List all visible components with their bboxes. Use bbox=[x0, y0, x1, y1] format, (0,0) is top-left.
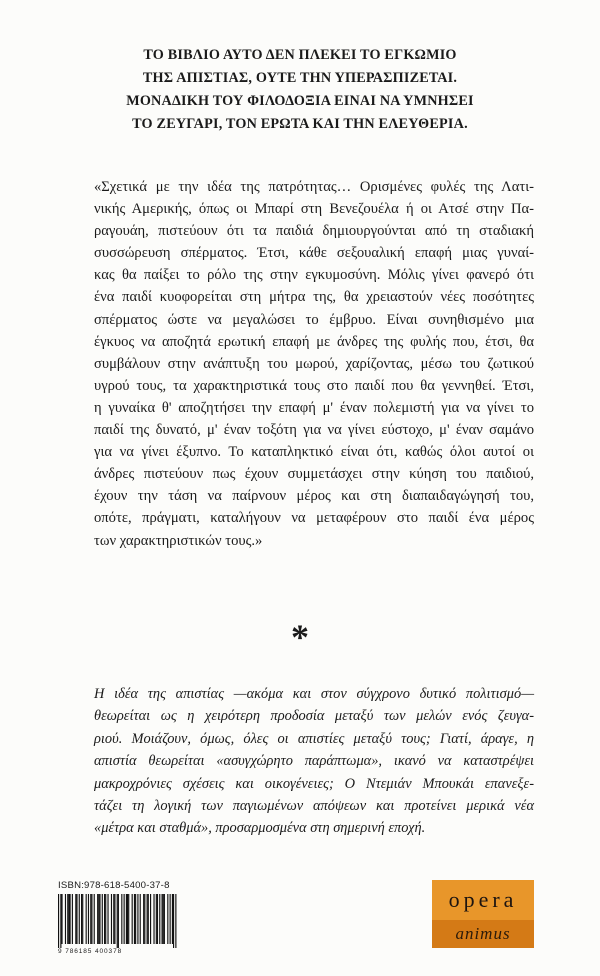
quote-line: συσσώρευση σπέρματος. Έτσι, κάθε σεξουαλική επαφή μιας γυναί- bbox=[94, 245, 534, 262]
quote-line: παιδί της δυνατό, μ' έναν τοξότη για να γίνει εύστοχο, μ' έναν σαμάνο bbox=[94, 422, 534, 439]
barcode-bar bbox=[150, 894, 151, 944]
barcode-bar bbox=[144, 894, 145, 944]
barcode-bar bbox=[114, 894, 115, 944]
barcode-bar bbox=[94, 894, 95, 944]
description-line: μακροχρόνιες σχέσεις και οικογένειες; Ο Ντεμιάν Μπουκάι επανεξε- bbox=[94, 775, 534, 792]
headline-line: ΜΟΝΑΔΙΚΗ ΤΟΥ ΦΙΛΟΔΟΞΙΑ ΕΙΝΑΙ ΝΑ ΥΜΝΗΣΕΙ bbox=[126, 93, 474, 109]
quote-line: άνδρες πιστεύουν πως έχουν συμμετάσχει στην κύηση του παιδιού, bbox=[94, 466, 534, 483]
description-line: απιστία θεωρείται «ασυγχώρητο παράπτωμα», ικανό να καταστρέψει bbox=[94, 753, 534, 770]
publisher-name-top: opera bbox=[432, 880, 534, 920]
barcode-bar bbox=[159, 894, 160, 944]
barcode-bar bbox=[124, 894, 125, 944]
quote-line: για να γίνει έξυπνο. Το καταπληκτικό είναι ότι, καθώς όλοι αυτοί οι bbox=[94, 444, 534, 461]
barcode-bar bbox=[157, 894, 158, 944]
barcode-bar bbox=[97, 894, 98, 944]
barcode-bar bbox=[143, 894, 144, 944]
barcode-bar bbox=[162, 894, 163, 944]
quote-line: σπέρματος ώστε να μεγαλώσει το έμβρυο. Είναι συνηθισμένο μια bbox=[94, 311, 534, 328]
quote-line: υγρού τους, τα χαρακτηριστικά τους στο παιδί που θα γεννηθεί. Έτσι, bbox=[94, 377, 534, 394]
barcode-bar bbox=[111, 894, 112, 944]
barcode-bar bbox=[132, 894, 133, 944]
barcode-bar bbox=[99, 894, 100, 944]
quote-line: οπότε, πράγματι, καταλήγουν να μεταφέρουν στο παιδί ένα μέρος bbox=[94, 510, 534, 527]
barcode-bar bbox=[118, 894, 119, 948]
isbn-label: ISBN:978-618-5400-37-8 bbox=[58, 880, 170, 891]
barcode-bar bbox=[88, 894, 89, 944]
barcode-bar bbox=[134, 894, 135, 944]
barcode-bar bbox=[86, 894, 87, 944]
barcode-bar bbox=[140, 894, 141, 944]
barcode-bar bbox=[104, 894, 105, 944]
barcode-digits: 9 786185 400378 bbox=[58, 948, 123, 955]
barcode-bar bbox=[107, 894, 108, 944]
barcode-bar bbox=[61, 894, 62, 944]
description-paragraph bbox=[94, 683, 534, 840]
quote-paragraph bbox=[94, 176, 534, 552]
barcode-bar bbox=[90, 894, 91, 944]
barcode-bar bbox=[98, 894, 99, 944]
barcode-bar bbox=[167, 894, 168, 944]
barcode-bar bbox=[137, 894, 138, 944]
barcode-bar bbox=[105, 894, 106, 944]
barcode-bar bbox=[172, 894, 173, 944]
publisher-logo bbox=[432, 880, 534, 952]
barcode-bar bbox=[164, 894, 165, 944]
quote-line: έχουν την τάση να παίρνουν μέρος και στη διαπαιδαγώγησή του, bbox=[94, 488, 534, 505]
quote-line: «Σχετικά με την ιδέα της πατρότητας… Ορισμένες φυλές της Λατι- bbox=[94, 179, 534, 195]
barcode-bar bbox=[65, 894, 66, 944]
barcode-bar bbox=[60, 894, 61, 948]
quote-line: των χαρακτηριστικών τους.» bbox=[94, 532, 263, 549]
barcode-bar bbox=[147, 894, 148, 944]
barcode-bar bbox=[117, 894, 118, 948]
barcode-bar bbox=[173, 894, 174, 948]
barcode-bar bbox=[175, 894, 176, 948]
description-line: ριού. Μοιάζουν, όμως, όλες οι απιστίες μεταξύ τους; Γιατί, άραγε, η bbox=[94, 730, 534, 747]
barcode-bar bbox=[135, 894, 136, 944]
description-line: Η ιδέα της απιστίας —ακόμα και στον σύγχρονο δυτικό πολιτισμό— bbox=[94, 686, 534, 702]
quote-line: κας θα παίξει το ρόλο της στην εγκυμοσύνη. Μόλις γίνει φανερό ότι bbox=[94, 267, 534, 284]
barcode-bar bbox=[82, 894, 83, 944]
barcode-icon bbox=[58, 894, 178, 948]
barcode-bar bbox=[163, 894, 164, 944]
barcode-bar bbox=[76, 894, 77, 944]
description-line: θεωρείται ως η χειρότερη προδοσία μεταξύ των μελών ενός ζευγα- bbox=[94, 708, 534, 725]
barcode-bar bbox=[148, 894, 149, 944]
asterisk-separator: * bbox=[291, 617, 309, 657]
barcode-bar bbox=[121, 894, 122, 944]
quote-line: ένα παιδί κυοφορείται στη μήτρα της, θα χρειαστούν νέες ποσότητες bbox=[94, 289, 534, 306]
barcode-bar bbox=[91, 894, 92, 944]
barcode-bar bbox=[75, 894, 76, 944]
barcode-bar bbox=[102, 894, 103, 944]
quote-line: συμβάλουν στην ανάπτυξη του μωρού, χαρίζοντας, μέσω του ζωτικού bbox=[94, 355, 534, 372]
barcode-bar bbox=[128, 894, 129, 944]
quote-line: έγκυος να αποζητά ερωτική επαφή με άνδρες της φυλής που, έτσι, θα bbox=[94, 333, 534, 350]
barcode-bar bbox=[170, 894, 171, 944]
description-line: «μέτρα και σταθμά», προσαρμοσμένα στη σημερινή εποχή. bbox=[94, 820, 426, 837]
headline bbox=[40, 44, 560, 136]
barcode-bar bbox=[79, 894, 80, 944]
barcode-bar bbox=[58, 894, 59, 948]
barcode-bar bbox=[113, 894, 114, 944]
description-line: τάζει τη λογική των παγιωμένων απόψεων και προτείνει μερικά νέα bbox=[94, 798, 534, 815]
barcode-bar bbox=[153, 894, 154, 944]
headline-line: ΤΟ ΒΙΒΛΙΟ ΑΥΤΟ ΔΕΝ ΠΛΕΚΕΙ ΤΟ ΕΓΚΩΜΙΟ bbox=[143, 47, 457, 63]
quote-line: ραγουάη, πιστεύουν ότι τα παιδιά δημιουργούνται από τη σταδιακή bbox=[94, 223, 534, 240]
barcode-bar bbox=[72, 894, 73, 944]
barcode-bar bbox=[81, 894, 82, 944]
barcode-bar bbox=[68, 894, 69, 944]
barcode-bar bbox=[156, 894, 157, 944]
headline-line: ΤΟ ΖΕΥΓΑΡΙ, ΤΟΝ ΕΡΩΤΑ ΚΑΙ ΤΗΝ ΕΛΕΥΘΕΡΙΑ. bbox=[132, 116, 468, 132]
isbn-block bbox=[58, 880, 178, 962]
headline-line: ΤΗΣ ΑΠΙΣΤΙΑΣ, ΟΥΤΕ ΤΗΝ ΥΠΕΡΑΣΠΙΖΕΤΑΙ. bbox=[142, 70, 458, 86]
barcode-bar bbox=[67, 894, 68, 944]
quote-line: η γυναίκα θ' αποζητήσει την επαφή μ' έναν πολεμιστή για να γίνει το bbox=[94, 399, 534, 416]
barcode-bar bbox=[127, 894, 128, 944]
barcode-bar bbox=[70, 894, 71, 944]
barcode-bar bbox=[126, 894, 127, 944]
quote-line: νικής Αμερικής, όπως οι Μπαρί στη Βενεζουέλα ή οι Ατσέ στην Πα- bbox=[94, 201, 534, 218]
publisher-name-bottom: animus bbox=[432, 920, 534, 948]
